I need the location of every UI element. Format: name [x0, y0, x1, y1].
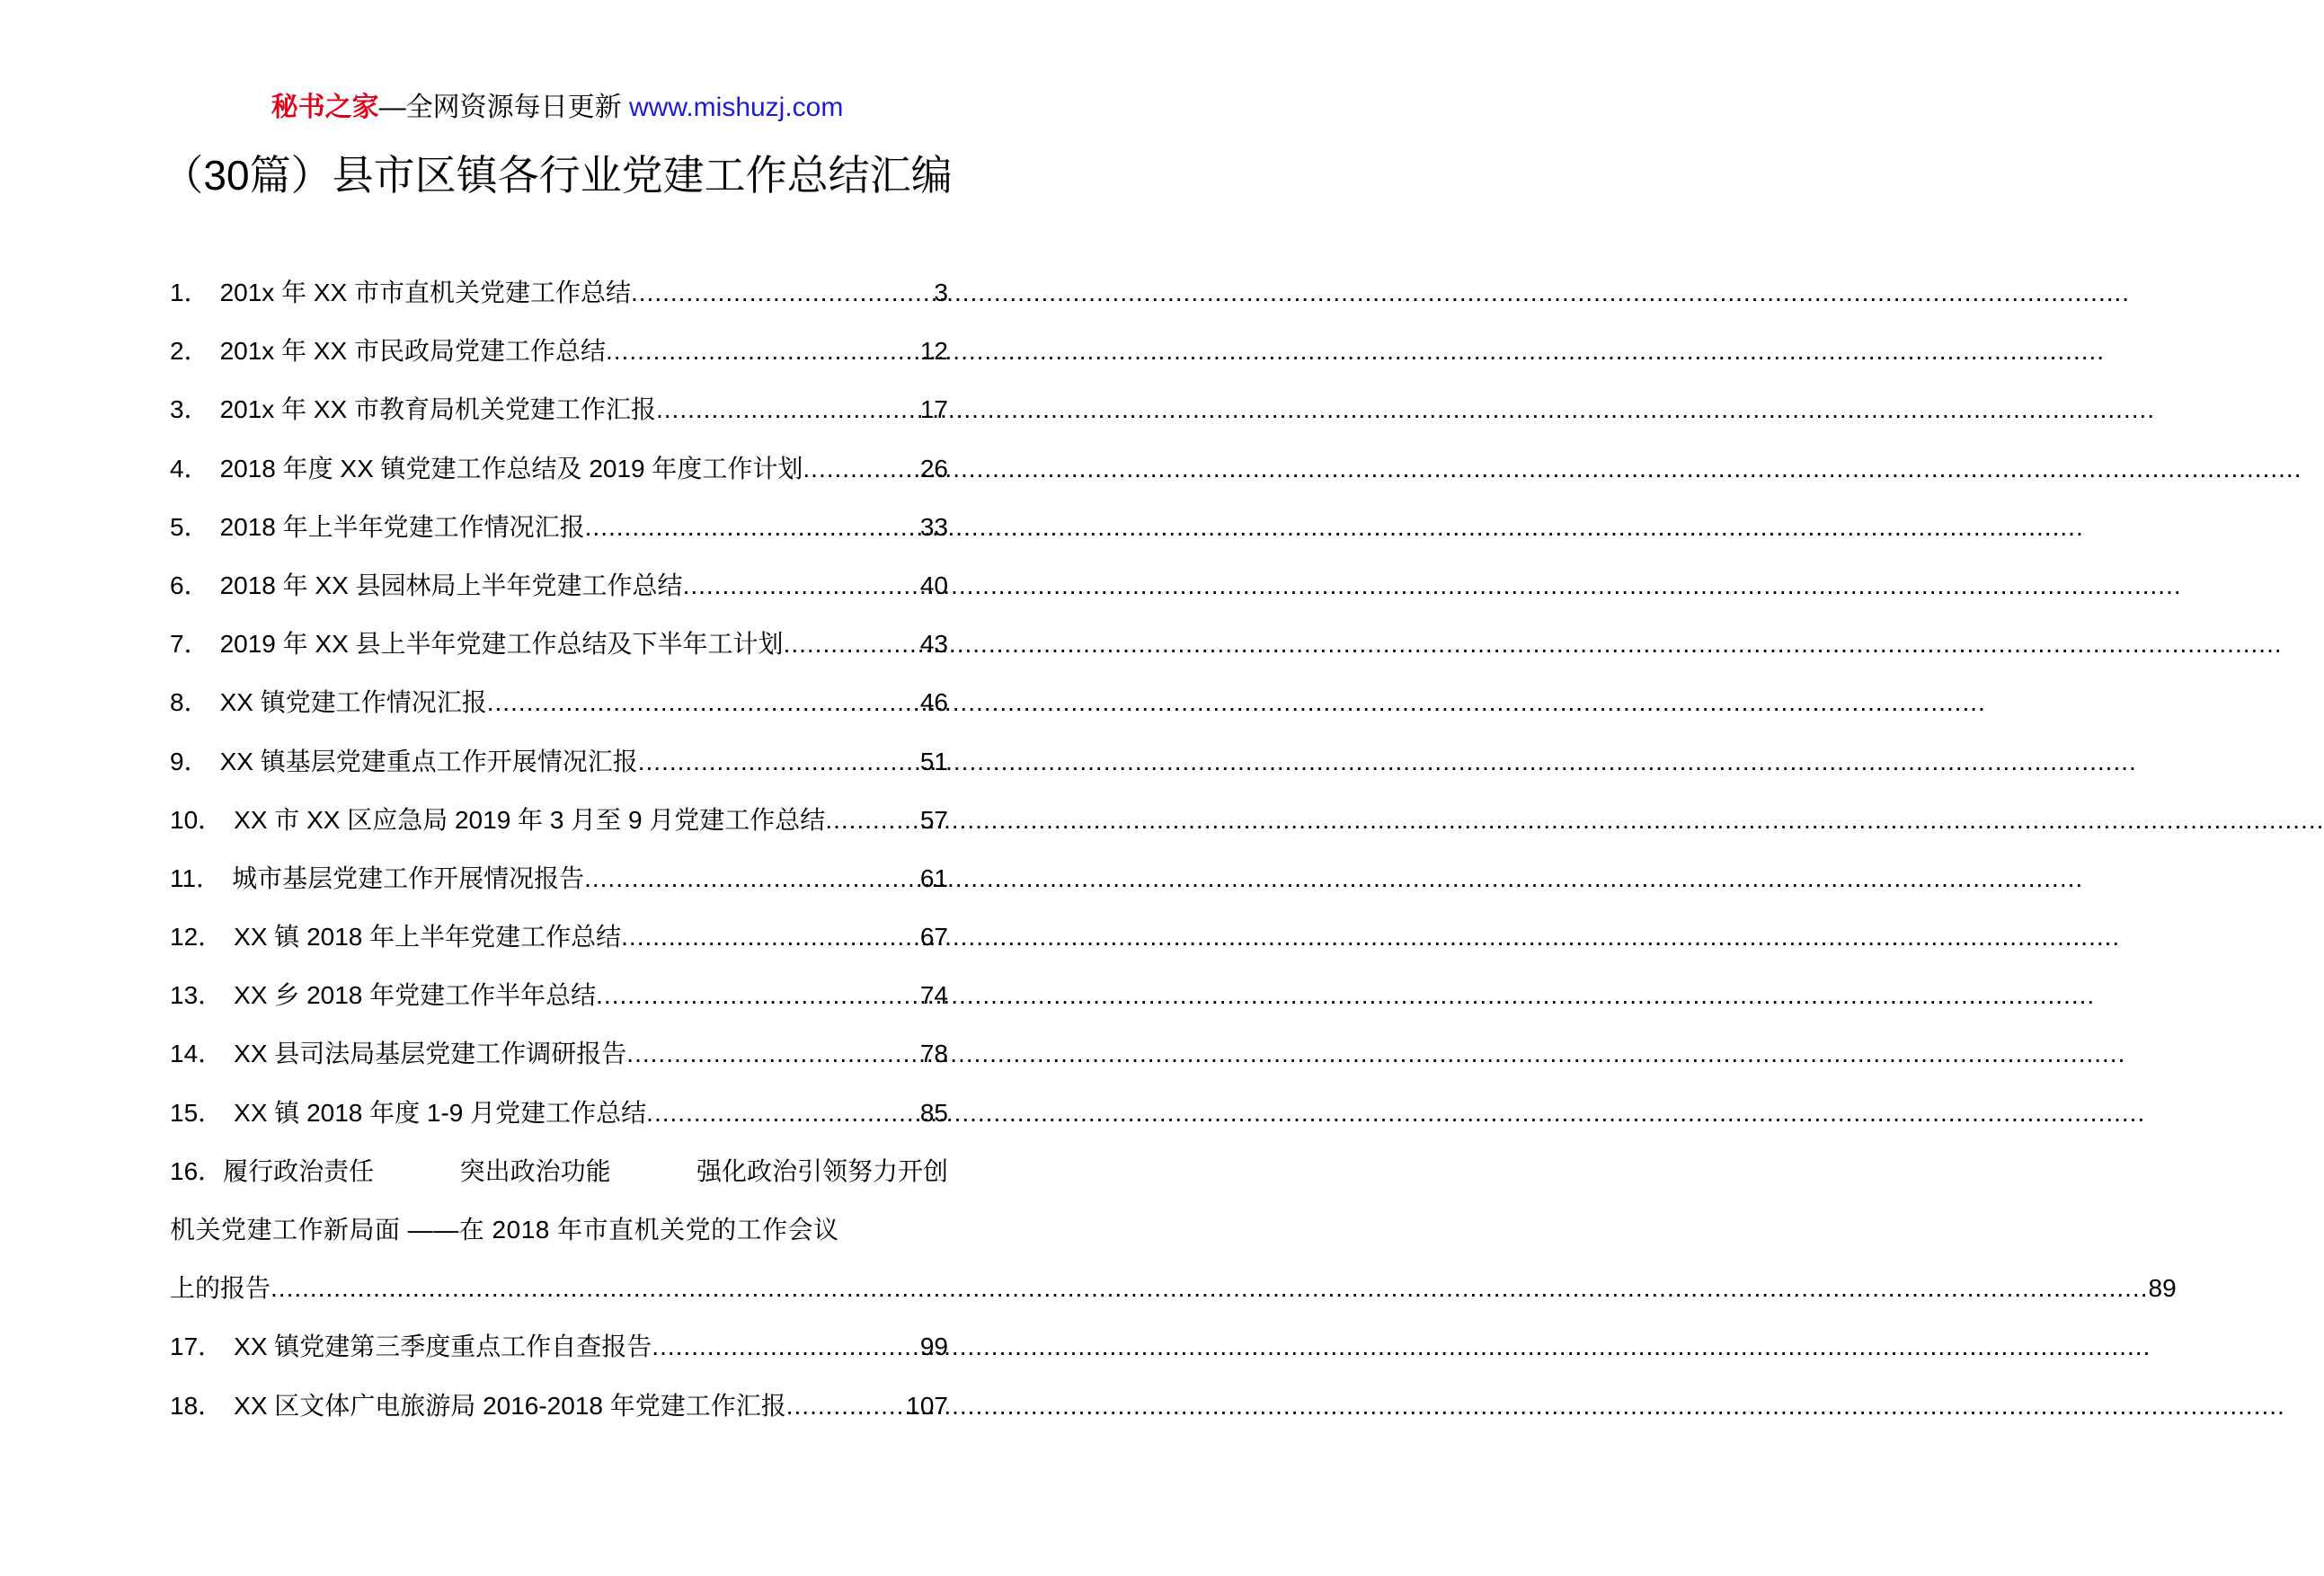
toc-entry-number: 10．: [170, 805, 224, 834]
toc-entry-title: 2018 年上半年党建工作情况汇报: [219, 512, 585, 541]
table-of-contents: [170, 263, 2177, 1435]
toc-entry[interactable]: [170, 908, 948, 966]
toc-entry-title-part: 强化政治引领努力开创: [696, 1156, 948, 1185]
toc-entry-page: 107: [906, 1391, 948, 1420]
dot-leader: [803, 439, 919, 498]
toc-entry[interactable]: [170, 615, 948, 673]
toc-entry-number: 12．: [170, 923, 224, 952]
toc-entry-title-part: 履行政治责任: [223, 1156, 375, 1185]
toc-entry[interactable]: [170, 791, 948, 849]
toc-entry-title: 201x 年 XX 市市直机关党建工作总结: [219, 279, 631, 306]
toc-entry-title-part: 上的报告: [170, 1274, 271, 1303]
toc-entry[interactable]: [170, 1377, 948, 1435]
toc-entry[interactable]: [170, 1317, 948, 1376]
toc-entry-page: 67: [919, 923, 948, 952]
toc-entry-number: 17．: [170, 1333, 224, 1361]
toc-entry[interactable]: [170, 1084, 948, 1142]
toc-entry-title: XX 镇 2018 年度 1-9 月党建工作总结: [234, 1098, 647, 1127]
dot-leader: [825, 791, 920, 849]
toc-entry[interactable]: [170, 1024, 948, 1083]
dot-leader: [646, 1084, 920, 1142]
toc-entry-number: 6．: [170, 571, 209, 599]
toc-entry[interactable]: [170, 673, 948, 731]
toc-entry-number: 15．: [170, 1098, 224, 1127]
toc-entry-title: XX 乡 2018 年党建工作半年总结: [234, 981, 597, 1010]
toc-entry-line: [170, 1259, 2177, 1317]
toc-entry-number: 16．: [170, 1156, 224, 1185]
toc-entry-page: 74: [919, 981, 948, 1010]
dot-leader: [656, 380, 920, 438]
dot-leader: [271, 1259, 2148, 1317]
toc-entry-number: 7．: [170, 630, 209, 659]
dot-leader: [638, 732, 920, 791]
toc-entry[interactable]: [170, 263, 948, 322]
toc-entry-title: XX 区文体广电旅游局 2016-2018 年党建工作汇报: [234, 1391, 786, 1420]
toc-entry-title: XX 镇党建工作情况汇报: [219, 688, 487, 717]
dot-leader: [652, 1317, 920, 1376]
brand-name: 秘书之家: [271, 93, 379, 122]
toc-entry[interactable]: [170, 498, 948, 556]
toc-entry[interactable]: [170, 556, 948, 615]
toc-entry-page: 51: [919, 747, 948, 775]
banner-tagline: —全网资源每日更新: [378, 93, 629, 122]
toc-entry-number: 14．: [170, 1040, 224, 1068]
toc-entry-number: 18．: [170, 1391, 224, 1420]
toc-entry-page: 46: [919, 688, 948, 717]
toc-entry-title: XX 县司法局基层党建工作调研报告: [234, 1040, 627, 1068]
dot-leader: [631, 263, 934, 322]
toc-entry-number: 9．: [170, 747, 209, 775]
toc-entry-page: 61: [919, 863, 948, 892]
toc-entry-page: 33: [919, 512, 948, 541]
toc-entry-title: XX 镇党建第三季度重点工作自查报告: [234, 1333, 652, 1361]
toc-entry-page: 78: [919, 1040, 948, 1068]
toc-entry-page: 26: [919, 454, 948, 483]
toc-entry-page: 89: [2148, 1274, 2177, 1303]
dot-leader: [683, 556, 920, 615]
dot-leader: [487, 673, 920, 731]
dot-leader: [606, 322, 920, 380]
toc-entry[interactable]: [170, 322, 948, 380]
toc-entry-title-part: 突出政治功能: [459, 1156, 611, 1185]
site-banner: [0, 90, 1114, 126]
document-title: （30篇）县市区镇各行业党建工作总结汇编: [162, 152, 953, 199]
toc-entry-title: 201x 年 XX 市民政局党建工作总结: [219, 337, 606, 366]
toc-entry-page: 17: [919, 395, 948, 424]
dot-leader: [786, 1377, 907, 1435]
toc-entry-title: XX 市 XX 区应急局 2019 年 3 月至 9 月党建工作总结: [234, 805, 826, 834]
toc-entry-title: 201x 年 XX 市教育局机关党建工作汇报: [219, 395, 656, 424]
toc-entry-title: 2018 年度 XX 镇党建工作总结及 2019 年度工作计划: [219, 454, 803, 483]
dot-leader: [596, 966, 920, 1024]
toc-entry[interactable]: [170, 732, 948, 791]
toc-entry-title: XX 镇 2018 年上半年党建工作总结: [234, 923, 622, 952]
toc-entry-number: 13．: [170, 981, 224, 1010]
toc-entry-number: 11．: [170, 863, 222, 892]
toc-entry-page: 40: [919, 571, 948, 599]
dot-leader: [784, 615, 920, 673]
toc-entry-page: 57: [919, 805, 948, 834]
toc-entry[interactable]: [170, 849, 948, 908]
toc-entry-number: 5．: [170, 512, 209, 541]
toc-entry-page: 12: [919, 337, 948, 366]
toc-entry-number: 4．: [170, 454, 209, 483]
toc-entry-number: 2．: [170, 337, 209, 366]
toc-entry-title: 2019 年 XX 县上半年党建工作总结及下半年工计划: [219, 630, 784, 659]
toc-entry-title: 城市基层党建工作开展情况报告: [232, 863, 585, 892]
toc-entry[interactable]: [170, 439, 948, 498]
dot-leader: [584, 849, 920, 908]
toc-entry[interactable]: [170, 380, 948, 438]
toc-entry-page: 43: [919, 630, 948, 659]
toc-entry-number: 3．: [170, 395, 209, 424]
toc-entry-title: 2018 年 XX 县园林局上半年党建工作总结: [219, 571, 683, 599]
toc-entry-page: 99: [919, 1333, 948, 1361]
toc-entry-page: 3: [934, 279, 948, 306]
toc-entry[interactable]: [170, 966, 948, 1024]
toc-entry-number: 8．: [170, 688, 209, 717]
dot-leader: [621, 908, 920, 966]
toc-entry-number: 1．: [170, 279, 209, 306]
dot-leader: [585, 498, 920, 556]
toc-entry-multiline[interactable]: [170, 1142, 2177, 1318]
toc-entry-page: 85: [919, 1098, 948, 1127]
toc-entry-title-part: 机关党建工作新局面 ——在 2018 年市直机关党的工作会议: [170, 1216, 839, 1244]
dot-leader: [626, 1024, 920, 1083]
site-url-link[interactable]: www.mishuzj.com: [628, 93, 844, 122]
toc-entry-line: [170, 1142, 948, 1200]
toc-entry-title: XX 镇基层党建重点工作开展情况汇报: [219, 747, 638, 775]
